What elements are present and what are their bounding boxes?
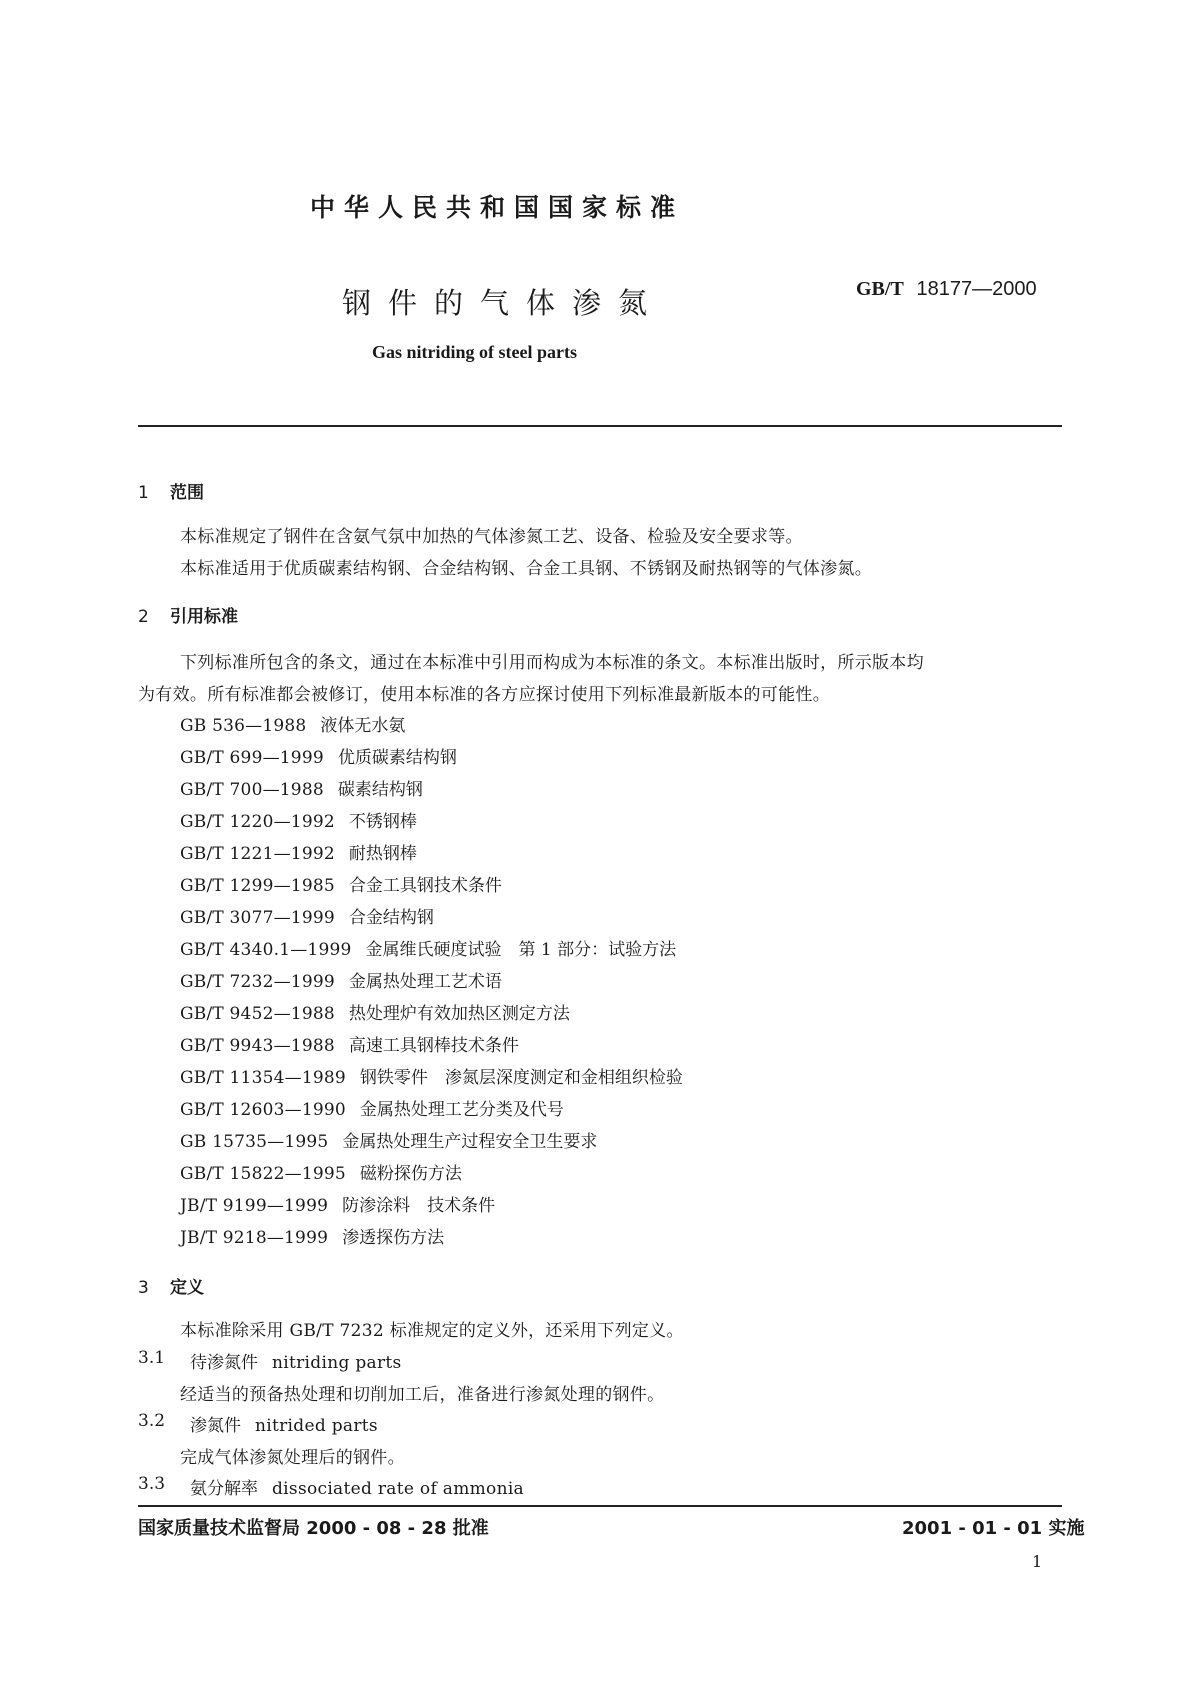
national-standard-title: 中华人民共和国国家标准	[310, 193, 685, 222]
reference-title: 金属热处理工艺术语	[348, 972, 502, 992]
section-3-heading	[138, 1273, 204, 1298]
reference-title: 优质碳素结构钢	[337, 748, 457, 768]
reference-item	[180, 1159, 462, 1184]
term-en: nitriding parts	[272, 1353, 402, 1373]
section-2-heading	[138, 602, 238, 627]
reference-item	[180, 775, 423, 800]
reference-title: 金属热处理生产过程安全卫生要求	[342, 1132, 598, 1152]
reference-title: 合金工具钢技术条件	[348, 876, 502, 896]
header-divider	[138, 425, 1062, 427]
reference-title: 金属维氏硬度试验 第 1 部分：试验方法	[365, 940, 677, 960]
reference-title: 液体无水氨	[320, 716, 406, 736]
reference-item	[180, 903, 434, 928]
section-3-title: 定义	[170, 1278, 204, 1298]
section-1-title: 范围	[170, 483, 204, 503]
reference-item	[180, 839, 417, 864]
reference-title: 高速工具钢棒技术条件	[348, 1036, 519, 1056]
section-2-paragraph-line-1: 下列标准所包含的条文，通过在本标准中引用而构成为本标准的条文。本标准出版时，所示版本均	[180, 653, 924, 673]
reference-item	[180, 743, 457, 768]
section-3-paragraph: 本标准除采用 GB/T 7232 标准规定的定义外，还采用下列定义。	[180, 1321, 684, 1341]
reference-code: GB/T 4340.1—1999	[180, 940, 352, 960]
reference-code: GB/T 1299—1985	[180, 876, 335, 896]
reference-title: 磁粉探伤方法	[359, 1164, 462, 1184]
section-3-number: 3	[138, 1278, 149, 1298]
footer-divider	[138, 1505, 1062, 1507]
reference-code: JB/T 9199—1999	[180, 1196, 329, 1216]
reference-title: 合金结构钢	[348, 908, 434, 928]
reference-code: GB/T 9452—1988	[180, 1004, 335, 1024]
reference-code: GB/T 1220—1992	[180, 812, 335, 832]
reference-title: 不锈钢棒	[348, 812, 417, 832]
reference-title: 金属热处理工艺分类及代号	[359, 1100, 564, 1120]
term-zh: 渗氮件	[190, 1416, 241, 1436]
reference-code: GB/T 12603—1990	[180, 1100, 346, 1120]
section-2-title: 引用标准	[170, 607, 238, 627]
reference-code: GB/T 3077—1999	[180, 908, 335, 928]
reference-code: GB 536—1988	[180, 716, 307, 736]
reference-title: 热处理炉有效加热区测定方法	[348, 1004, 570, 1024]
term-en: nitrided parts	[255, 1416, 378, 1436]
definition-3-2-term	[190, 1411, 378, 1436]
reference-code: GB/T 7232—1999	[180, 972, 335, 992]
english-title: Gas nitriding of steel parts	[372, 342, 577, 362]
reference-item	[180, 967, 502, 992]
effective-date: 2001 - 01 - 01 实施	[902, 1518, 1085, 1539]
standard-prefix: GB/T	[856, 278, 904, 300]
section-2-number: 2	[138, 607, 149, 627]
reference-code: GB/T 9943—1988	[180, 1036, 335, 1056]
term-en: dissociated rate of ammonia	[272, 1479, 524, 1499]
definition-3-2-text: 完成气体渗氮处理后的钢件。	[180, 1448, 405, 1468]
reference-item	[180, 807, 417, 832]
reference-code: GB/T 700—1988	[180, 780, 324, 800]
section-1-heading	[138, 478, 204, 503]
reference-code: GB/T 15822—1995	[180, 1164, 346, 1184]
definition-3-1-number: 3.1	[138, 1348, 166, 1368]
reference-code: GB/T 11354—1989	[180, 1068, 346, 1088]
reference-item	[180, 999, 570, 1024]
reference-item	[180, 1191, 495, 1216]
reference-title: 渗透探伤方法	[342, 1228, 445, 1248]
definition-3-3-number: 3.3	[138, 1474, 166, 1494]
section-1-paragraph-1: 本标准规定了钢件在含氨气氛中加热的气体渗氮工艺、设备、检验及安全要求等。	[180, 527, 803, 547]
reference-code: GB/T 699—1999	[180, 748, 324, 768]
approval-date: 国家质量技术监督局 2000 - 08 - 28 批准	[138, 1518, 489, 1539]
reference-title: 耐热钢棒	[348, 844, 417, 864]
reference-code: JB/T 9218—1999	[180, 1228, 329, 1248]
reference-item	[180, 871, 502, 896]
definition-3-2-number: 3.2	[138, 1411, 166, 1431]
reference-code: GB/T 1221—1992	[180, 844, 335, 864]
term-zh: 氨分解率	[190, 1479, 258, 1499]
definition-3-1-text: 经适当的预备热处理和切削加工后，准备进行渗氮处理的钢件。	[180, 1385, 665, 1405]
definition-3-1-term	[190, 1348, 402, 1373]
reference-title: 钢铁零件 渗氮层深度测定和金相组织检验	[359, 1068, 683, 1088]
section-1-paragraph-2: 本标准适用于优质碳素结构钢、合金结构钢、合金工具钢、不锈钢及耐热钢等的气体渗氮。	[180, 559, 872, 579]
reference-item	[180, 1095, 564, 1120]
definition-3-3-term	[190, 1474, 524, 1499]
standard-number-value: 18177—2000	[916, 278, 1037, 300]
reference-item	[180, 711, 405, 736]
reference-code: GB 15735—1995	[180, 1132, 329, 1152]
standard-title: 钢件的气体渗氮	[342, 286, 665, 320]
reference-item	[180, 935, 676, 960]
page-number: 1	[1032, 1552, 1043, 1571]
reference-item	[180, 1031, 519, 1056]
reference-item	[180, 1223, 444, 1248]
section-1-number: 1	[138, 483, 149, 503]
reference-item	[180, 1127, 597, 1152]
reference-item	[180, 1063, 683, 1088]
term-zh: 待渗氮件	[190, 1353, 258, 1373]
reference-title: 碳素结构钢	[337, 780, 423, 800]
section-2-paragraph-line-2: 为有效。所有标准都会被修订，使用本标准的各方应探讨使用下列标准最新版本的可能性。	[138, 685, 830, 705]
standard-number	[856, 276, 1037, 301]
reference-title: 防渗涂料 技术条件	[342, 1196, 496, 1216]
